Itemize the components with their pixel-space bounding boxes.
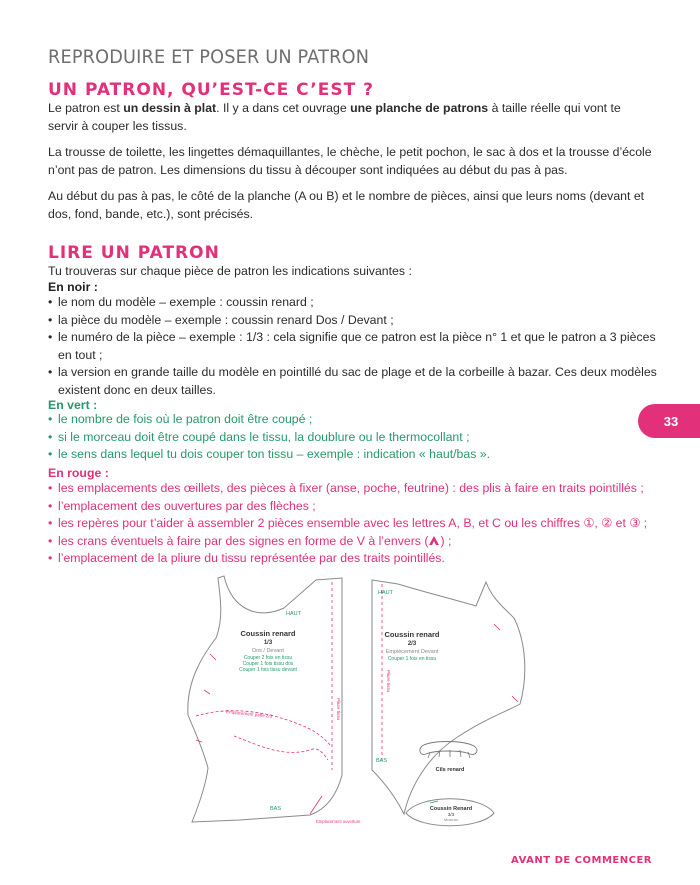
label-en-noir: En noir : [48,280,98,294]
section2-intro: Tu trouveras sur chaque pièce de patron les indications suivantes : [48,264,412,278]
pattern3-sub: Museau [443,817,459,822]
pattern1-name: Coussin renard [240,629,296,638]
section1-body [48,100,654,224]
list-item: • l’emplacement de la pliure du tissu représentée par des traits pointillés. [48,550,668,568]
list-item: • la pièce du modèle – exemple : coussin renard Dos / Devant ; [48,312,668,330]
pattern1-bas: BAS [270,806,282,812]
label-en-vert: En vert : [48,398,98,412]
pattern1-number: 1/3 [263,640,273,646]
list-item: • les repères pour t’aider à assembler 2 pièces ensemble avec les lettres A, B, et C ou les chiffres ①, ② et ③ ; [48,515,668,533]
pattern1-emplacement: Emplacement patte 2/3 [225,709,273,719]
paragraph-no-pattern: La trousse de toilette, les lingettes démaquillantes, le chèche, le petit pochon, le sac à dos et la trousse d’école n’ont pas de patron. Les dimensions du tissu à découper sont indiquées au début du pas à pas. [48,145,652,177]
page-number-tab: 33 [638,404,700,438]
list-item: • l’emplacement des ouvertures par des flèches ; [48,498,668,516]
footer-section-label: AVANT DE COMMENCER [511,855,652,866]
pattern-piece-dos-devant [188,576,361,824]
list-item: • le sens dans lequel tu dois couper ton tissu – exemple : indication « haut/bas ». [48,446,668,464]
pattern2-cut: Couper 1 fois en tissu [387,656,437,662]
section-title-lire: LIRE UN PATRON [48,243,220,263]
pattern2-pliure: Pliure tissu [386,670,391,693]
pattern1-cut2: Couper 1 fois tissu dos [242,661,294,667]
paragraph-intro: Le patron est un dessin à plat. Il y a dans cet ouvrage une planche de patrons à taille réelle qui vont te servir à couper les tissus. [48,101,621,133]
pattern1-piece: Dos / Devant [252,648,284,654]
pattern1-cut1: Couper 2 fois en tissu [243,655,293,661]
pattern-piece-museau [406,799,494,826]
list-item: • le nombre de fois où le patron doit être coupé ; [48,411,668,429]
list-item: • le nom du modèle – exemple : coussin renard ; [48,294,668,312]
pattern1-cut3: Couper 1 fois tissu devant [239,667,297,673]
pattern2-piece: Empiècement Devant [385,649,439,655]
pattern3-number: 3/3 [447,812,455,817]
pattern2-bas: BAS [376,758,388,764]
pattern2-haut: HAUT [378,590,393,596]
pattern1-ouverture: Emplacement ouverture [316,819,361,824]
pattern1-pliure: Pliure tissu [336,698,341,721]
pattern2-number: 2/3 [407,641,417,647]
pattern2-name: Coussin renard [384,630,440,639]
list-item: • la version en grande taille du modèle en pointillé du sac de plage et de la corbeille à bazar. Ces deux modèles existent donc en deux tailles. [48,364,668,399]
page-header: REPRODUIRE ET POSER UN PATRON [48,46,370,68]
pattern2-cils: Cils renard [435,767,465,773]
notch-icon [428,535,440,546]
list-red [48,480,668,568]
section-title-patron: UN PATRON, QU’EST-CE C’EST ? [48,80,374,100]
list-item: • si le morceau doit être coupé dans le tissu, la doublure ou le thermocollant ; [48,429,668,447]
list-item: • les crans éventuels à faire par des signes en forme de V à l’envers ( ) ; [48,533,668,551]
pattern3-name: Coussin Renard [429,806,473,812]
label-en-rouge: En rouge : [48,466,109,480]
list-item: • les emplacements des œillets, des pièces à fixer (anse, poche, feutrine) : des plis à faire en traits pointillés ; [48,480,668,498]
pattern-piece-empiecement [372,580,525,814]
paragraph-start: Au début du pas à pas, le côté de la planche (A ou B) et le nombre de pièces, ainsi que leurs noms (devant et dos, fond, bande, etc.), sont précisés. [48,189,645,221]
list-green [48,411,668,464]
list-black [48,294,668,400]
pattern1-haut: HAUT [286,611,301,617]
list-item: • le numéro de la pièce – exemple : 1/3 : cela signifie que ce patron est la pièce n° 1 et que le patron a 3 pièces en tout ; [48,329,668,364]
pattern-illustration [160,570,560,845]
